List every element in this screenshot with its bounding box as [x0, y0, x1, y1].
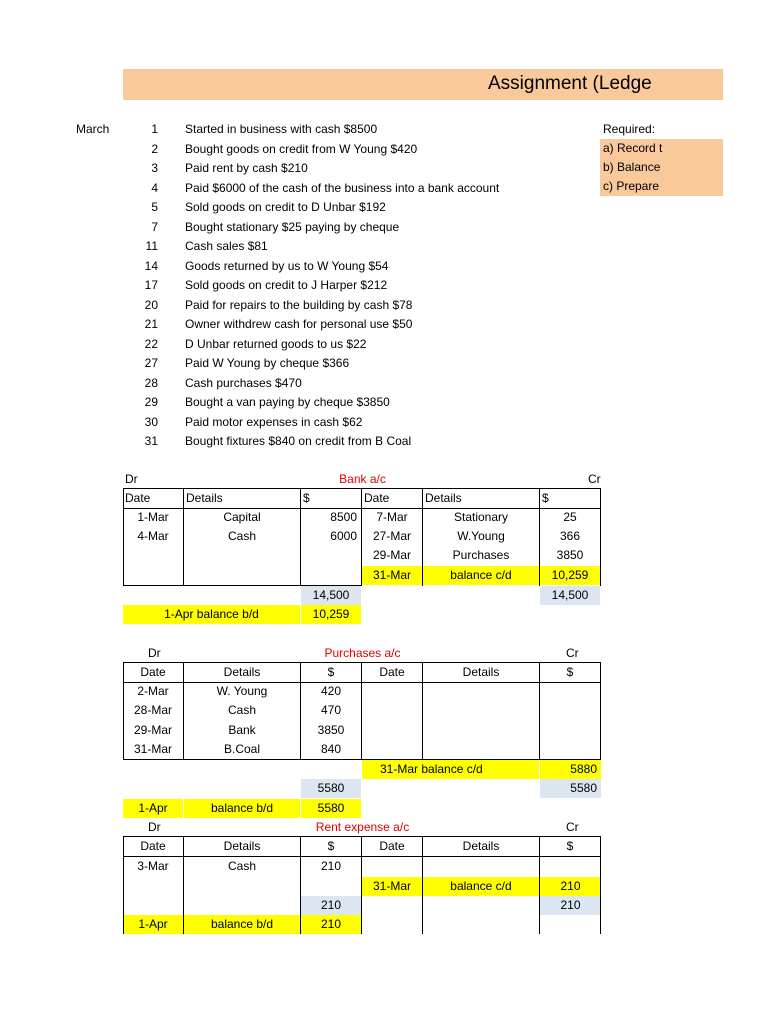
purchases-cd-amount: 5880 — [540, 760, 601, 779]
purchases-total-cr: 5580 — [540, 779, 601, 798]
purchases-cd-label: 31-Mar balance c/d — [362, 760, 539, 779]
title-bar — [123, 69, 723, 100]
transaction-text: Paid rent by cash $210 — [185, 161, 308, 175]
purchases-dr-amount: 3850 — [317, 723, 345, 737]
transaction-text: Cash purchases $470 — [185, 376, 302, 390]
bank-header-amount-dr: $ — [303, 491, 310, 505]
bank-header-date-cr: Date — [364, 491, 390, 505]
bank-cr-label: Cr — [588, 472, 601, 486]
purchases-dr-date: 29-Mar — [133, 723, 172, 737]
transaction-day: 30 — [144, 415, 158, 429]
transaction-day: 3 — [151, 161, 158, 175]
rent-cd-date: 31-Mar — [362, 877, 422, 896]
bank-cr-amount: 25 — [563, 510, 577, 524]
rent-bd-details: balance b/d — [184, 915, 300, 934]
purchases-header-date-cr: Date — [379, 665, 405, 679]
transaction-text: Paid motor expenses in cash $62 — [185, 415, 363, 429]
transaction-day: 28 — [144, 376, 158, 390]
bank-dr-date: 4-Mar — [137, 529, 169, 543]
rent-header-amount-cr: $ — [566, 839, 574, 853]
transaction-text: D Unbar returned goods to us $22 — [185, 337, 367, 351]
bank-cd-date: 31-Mar — [362, 566, 422, 585]
transaction-day: 2 — [151, 142, 158, 156]
rent-title: Rent expense a/c — [315, 820, 410, 834]
purchases-dr-date: 28-Mar — [133, 703, 172, 717]
bank-dr-label: Dr — [125, 472, 138, 486]
rent-total-cr: 210 — [540, 896, 601, 915]
transaction-text: Sold goods on credit to D Unbar $192 — [185, 200, 386, 214]
transaction-text: Sold goods on credit to J Harper $212 — [185, 278, 388, 292]
bank-header-details-cr: Details — [425, 491, 462, 505]
bank-cr-date: 27-Mar — [372, 529, 411, 543]
required-item-c: c) Prepare — [600, 177, 723, 196]
rent-cd-amount: 210 — [540, 877, 601, 896]
bank-cr-date: 29-Mar — [372, 548, 411, 562]
rent-bd-date: 1-Apr — [123, 915, 183, 934]
bank-dr-details: Capital — [223, 510, 261, 524]
required-label: Required: — [603, 122, 656, 136]
purchases-dr-amount: 840 — [320, 742, 342, 756]
purchases-dr-amount: 470 — [320, 703, 342, 717]
rent-header-date-dr: Date — [140, 839, 166, 853]
transaction-text: Paid $6000 of the cash of the business into a bank account — [185, 181, 500, 195]
required-item-b: b) Balance — [600, 158, 723, 177]
transaction-day: 5 — [151, 200, 158, 214]
bank-bd-label: 1-Apr balance b/d — [123, 605, 300, 624]
transaction-day: 29 — [144, 395, 158, 409]
rent-header-details-dr: Details — [223, 839, 261, 853]
rent-bd-amount: 210 — [301, 915, 361, 934]
rent-cr-label: Cr — [566, 820, 579, 834]
transaction-text: Paid for repairs to the building by cash $78 — [185, 298, 413, 312]
rent-header-details-cr: Details — [462, 839, 500, 853]
purchases-dr-details: Bank — [228, 723, 256, 737]
bank-cr-date: 7-Mar — [376, 510, 408, 524]
rent-cd-details: balance c/d — [423, 877, 539, 896]
bank-dr-details: Cash — [227, 529, 256, 543]
transaction-day: 22 — [144, 337, 158, 351]
purchases-dr-details: B.Coal — [223, 742, 261, 756]
transaction-text: Bought fixtures $840 on credit from B Coal — [185, 434, 412, 448]
transaction-day: 7 — [151, 220, 158, 234]
transaction-day: 4 — [151, 181, 158, 195]
purchases-bd-amount: 5580 — [301, 799, 361, 818]
bank-bd-amount: 10,259 — [301, 605, 361, 624]
transaction-text: Bought goods on credit from W Young $420 — [185, 142, 418, 156]
rent-dr-date: 3-Mar — [137, 859, 169, 873]
bank-cr-amount: 3850 — [556, 548, 584, 562]
bank-total-cr: 14,500 — [540, 586, 600, 605]
transaction-text: Cash sales $81 — [185, 239, 268, 253]
transaction-text: Owner withdrew cash for personal use $50 — [185, 317, 413, 331]
rent-dr-label: Dr — [148, 820, 161, 834]
transaction-day: 20 — [144, 298, 158, 312]
purchases-dr-label: Dr — [148, 646, 161, 660]
bank-cd-details: balance c/d — [423, 566, 539, 585]
transaction-day: 17 — [144, 278, 158, 292]
bank-header-amount-cr: $ — [542, 491, 549, 505]
rent-total-dr: 210 — [301, 896, 361, 915]
transaction-text: Bought stationary $25 paying by cheque — [185, 220, 400, 234]
transaction-text: Paid W Young by cheque $366 — [185, 356, 350, 370]
purchases-header-date-dr: Date — [140, 665, 166, 679]
bank-dr-date: 1-Mar — [137, 510, 169, 524]
purchases-total-dr: 5580 — [301, 779, 361, 798]
transaction-text: Bought a van paying by cheque $3850 — [185, 395, 390, 409]
purchases-cr-label: Cr — [566, 646, 579, 660]
purchases-header-amount-dr: $ — [327, 665, 335, 679]
purchases-dr-amount: 420 — [320, 684, 342, 698]
transaction-day: 1 — [151, 122, 158, 136]
purchases-header-amount-cr: $ — [566, 665, 574, 679]
page-title: Assignment (Ledge — [488, 73, 652, 94]
rent-dr-amount: 210 — [320, 859, 342, 873]
rent-header-amount-dr: $ — [327, 839, 335, 853]
bank-header-details-dr: Details — [186, 491, 223, 505]
purchases-bd-date: 1-Apr — [123, 799, 183, 818]
purchases-dr-date: 2-Mar — [137, 684, 169, 698]
bank-total-dr: 14,500 — [301, 586, 361, 605]
purchases-title: Purchases a/c — [324, 646, 401, 660]
bank-title: Bank a/c — [339, 472, 386, 486]
transaction-text: Goods returned by us to W Young $54 — [185, 259, 389, 273]
transaction-day: 21 — [144, 317, 158, 331]
purchases-dr-date: 31-Mar — [133, 742, 172, 756]
transaction-text: Started in business with cash $8500 — [185, 122, 378, 136]
purchases-dr-details: W. Young — [216, 684, 268, 698]
rent-header-date-cr: Date — [379, 839, 405, 853]
transaction-day: 27 — [144, 356, 158, 370]
bank-cr-amount: 366 — [559, 529, 581, 543]
bank-cd-amount: 10,259 — [540, 566, 600, 585]
bank-dr-amount: 8500 — [330, 510, 357, 524]
purchases-header-details-dr: Details — [223, 665, 261, 679]
bank-cr-details: W.Young — [457, 529, 505, 543]
bank-cr-details: Stationary — [453, 510, 509, 524]
purchases-header-details-cr: Details — [462, 665, 500, 679]
transaction-day: 14 — [144, 259, 158, 273]
rent-dr-details: Cash — [227, 859, 256, 873]
required-item-a: a) Record t — [600, 139, 723, 158]
transaction-day: 11 — [145, 239, 158, 253]
bank-header-date-dr: Date — [125, 491, 151, 505]
transaction-day: 31 — [144, 434, 158, 448]
bank-cr-details: Purchases — [452, 548, 510, 562]
purchases-dr-details: Cash — [227, 703, 256, 717]
bank-dr-amount: 6000 — [330, 529, 357, 543]
purchases-bd-details: balance b/d — [184, 799, 300, 818]
month-label: March — [76, 122, 110, 136]
